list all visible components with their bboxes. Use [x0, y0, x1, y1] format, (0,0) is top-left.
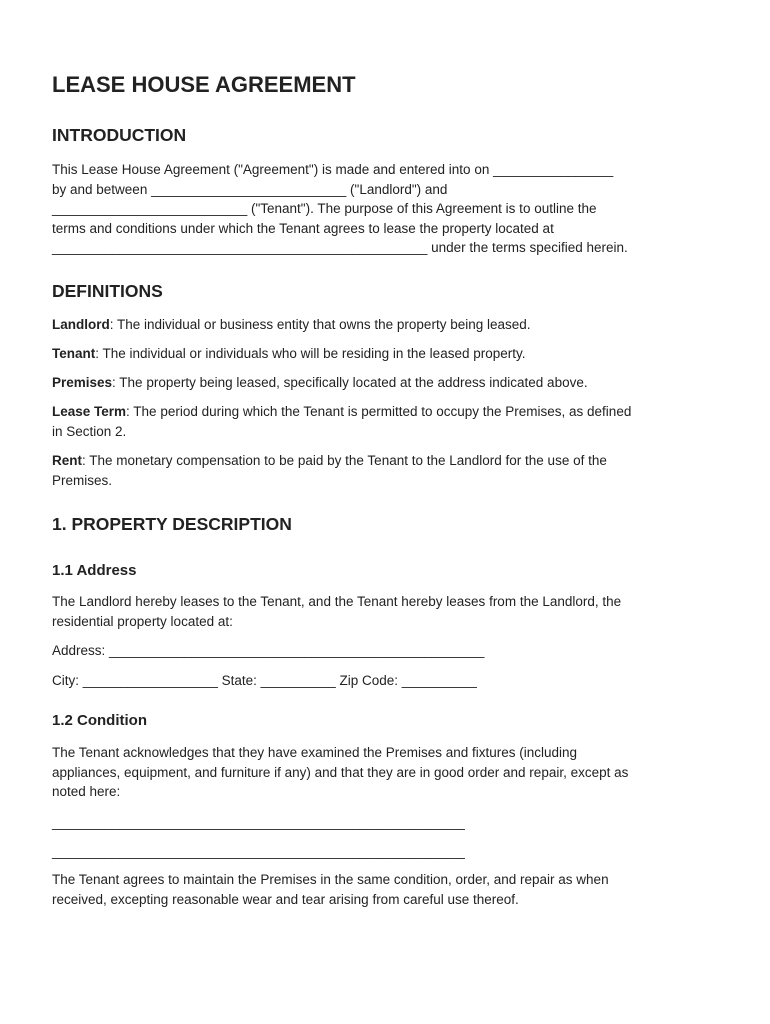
text-line: The Tenant acknowledges that they have examined the Premises and fixtures (including: [52, 745, 578, 760]
blank-line: _______________________________________________________: [52, 844, 465, 859]
text-line: __________________________________________________ under the terms specified herein.: [52, 240, 628, 256]
definition-landlord: [52, 315, 722, 335]
definition-text: : The period during which the Tenant is permitted to occupy the Premises, as defined: [126, 404, 632, 419]
text-line: The Tenant agrees to maintain the Premises in the same condition, order, and repair as when: [52, 872, 609, 887]
condition-note-line-1: [52, 813, 722, 833]
definitions-heading: DEFINITIONS: [52, 281, 163, 301]
definition-term: Tenant: [52, 346, 96, 361]
definition-term: Premises: [52, 375, 113, 390]
condition-note-line-2: [52, 842, 722, 862]
text-line: This Lease House Agreement ("Agreement") is made and entered into on ________________: [52, 162, 614, 177]
maintain-paragraph: [52, 870, 722, 909]
text-line: [52, 451, 722, 471]
text-line: [52, 402, 722, 422]
definition-rent: [52, 451, 722, 490]
condition-subheading: 1.2 Condition: [52, 712, 147, 729]
text-line: noted here:: [52, 784, 121, 800]
definition-text: : The property being leased, specifically located at the address indicated above.: [112, 375, 588, 390]
text-line: The Landlord hereby leases to the Tenant, and the Tenant hereby leases from the Landlord, the: [52, 594, 622, 609]
condition-paragraph: [52, 743, 722, 802]
city-state-zip-blank: City: __________________ State: __________ Zip Code: __________: [52, 673, 477, 688]
city-state-zip-line: [52, 671, 722, 691]
definition-term: Landlord: [52, 317, 110, 332]
text-line: in Section 2.: [52, 423, 127, 439]
address-paragraph: [52, 592, 722, 631]
definition-term: Rent: [52, 453, 82, 468]
text-line: [52, 344, 722, 364]
definition-tenant: [52, 344, 722, 364]
text-line: residential property located at:: [52, 613, 233, 629]
document-title: LEASE HOUSE AGREEMENT: [52, 72, 356, 97]
definition-text: : The individual or business entity that owns the property being leased.: [109, 317, 531, 332]
text-line: by and between __________________________ ("Landlord") and: [52, 181, 448, 197]
text-line: [52, 315, 722, 335]
definition-text: : The monetary compensation to be paid by the Tenant to the Landlord for the use of the: [82, 453, 607, 468]
text-line: [52, 373, 722, 393]
text-line: received, excepting reasonable wear and tear arising from careful use thereof.: [52, 891, 519, 907]
introduction-paragraph: [52, 160, 722, 258]
definition-premises: [52, 373, 722, 393]
address-blank: Address: __________________________________________________: [52, 643, 485, 658]
text-line: terms and conditions under which the Tenant agrees to lease the property located at: [52, 220, 554, 236]
definition-term: Lease Term: [52, 404, 127, 419]
definition-lease-term: [52, 402, 722, 441]
blank-line: _______________________________________________________: [52, 815, 465, 830]
definition-text: : The individual or individuals who will be residing in the leased property.: [95, 346, 526, 361]
address-field-line: [52, 641, 722, 661]
text-line: Premises.: [52, 472, 113, 488]
text-line: __________________________ ("Tenant"). The purpose of this Agreement is to outline the: [52, 201, 597, 217]
introduction-heading: INTRODUCTION: [52, 125, 187, 145]
text-line: appliances, equipment, and furniture if any) and that they are in good order and repair, except as: [52, 764, 629, 780]
property-description-heading: 1. PROPERTY DESCRIPTION: [52, 514, 292, 534]
address-subheading: 1.1 Address: [52, 562, 137, 579]
